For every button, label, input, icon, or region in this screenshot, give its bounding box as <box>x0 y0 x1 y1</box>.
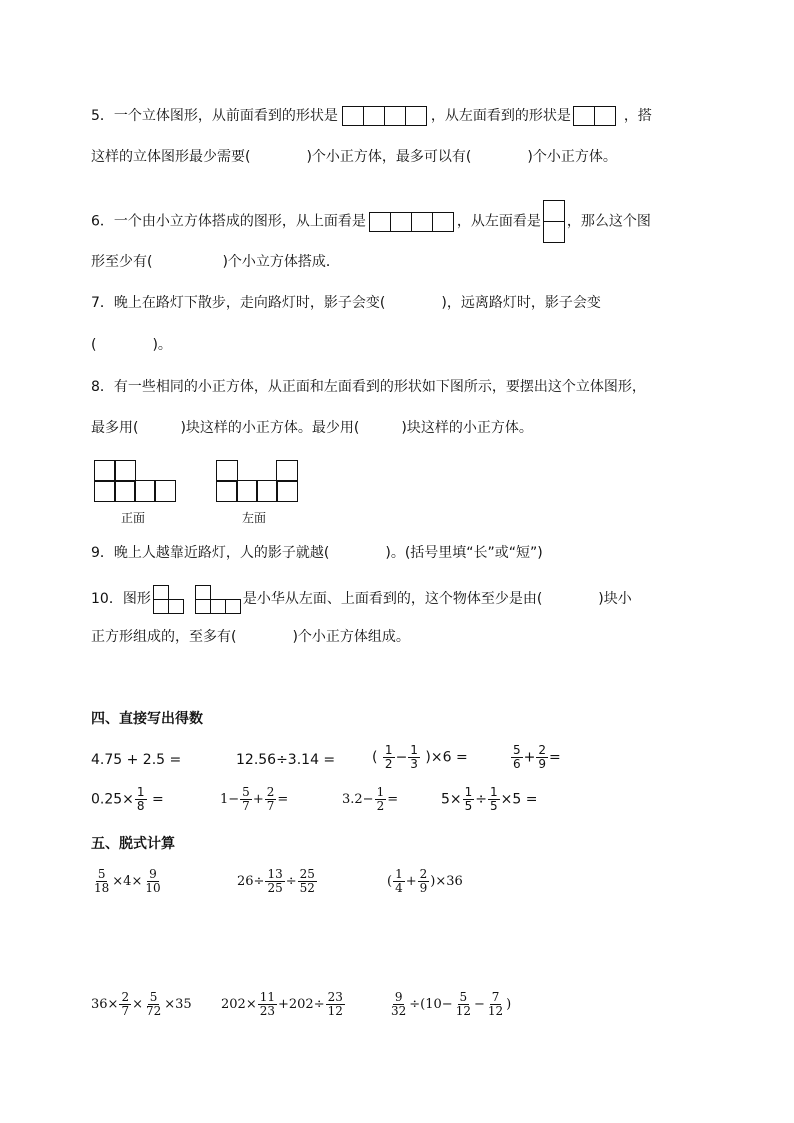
q5-text-2: ，从左面看到的形状是 <box>430 108 571 124</box>
fraction: $\frac{1}{2}$ <box>384 743 393 771</box>
q5-line2: 这样的立体图形最少需要( )个小正方体，最多可以有( )个小正方体。 <box>91 149 617 165</box>
fraction: $\frac{23}{12}$ <box>327 990 343 1018</box>
s5-item-f: $\frac{9}{32}$ ÷(10− $\frac{5}{12}$ − $\frac{7}{12}$ ) <box>391 990 512 1018</box>
s5-item-b: 26÷ $\frac{13}{25}$ ÷ $\frac{25}{52}$ <box>237 867 315 895</box>
q6-line1 <box>91 200 651 243</box>
fraction: $\frac{5}{6}$ <box>513 743 521 771</box>
s4-item-b: 12.56÷3.14 = <box>236 752 336 768</box>
s5-item-a: $\frac{5}{18}$ ×4× $\frac{9}{10}$ <box>94 867 161 895</box>
q8-front-view-figure <box>94 460 178 504</box>
section4-title: 四、直接写出得数 <box>91 711 203 727</box>
fraction: $\frac{5}{7}$ <box>242 785 250 813</box>
q7-line2: ( )。 <box>91 337 172 353</box>
fraction: $\frac{5}{18}$ <box>94 867 110 895</box>
fraction: $\frac{2}{7}$ <box>266 785 275 813</box>
fraction: $\frac{1}{4}$ <box>395 867 403 895</box>
q6-text-1: 6．一个由小立方体搭成的图形，从上面看是 <box>91 213 366 230</box>
fraction: $\frac{5}{72}$ <box>145 990 162 1018</box>
q5-left-view-grid <box>573 106 616 126</box>
s4-item-g: 3.2− $\frac{1}{2}$ = <box>342 785 399 813</box>
q5-text-1: 5．一个立体图形，从前面看到的形状是 <box>91 108 338 124</box>
fraction: $\frac{1}{2}$ <box>376 785 385 813</box>
q6-text-3: ，那么这个图 <box>566 213 651 230</box>
fraction: $\frac{1}{3}$ <box>410 743 418 771</box>
s4-item-c: ( $\frac{1}{2}$ − $\frac{1}{3}$ )×6 = <box>372 743 468 771</box>
section5-title: 五、脱式计算 <box>91 836 175 852</box>
q5-line1 <box>91 106 652 126</box>
q10-top-view-grid <box>195 585 241 613</box>
s4-item-e: 0.25× $\frac{1}{8}$ = <box>91 785 164 813</box>
fraction: $\frac{25}{52}$ <box>299 867 315 895</box>
fraction: $\frac{7}{12}$ <box>487 990 504 1018</box>
q10-text-2: 是小华从左面、上面看到的，这个物体至少是由( )块小 <box>242 591 632 607</box>
fraction: $\frac{13}{25}$ <box>267 867 283 895</box>
fraction: $\frac{5}{12}$ <box>455 990 471 1018</box>
q8-front-label: 正面 <box>121 511 146 525</box>
fraction: $\frac{2}{7}$ <box>121 990 130 1018</box>
q5-text-3: ，搭 <box>623 108 652 124</box>
s4-item-h: 5× $\frac{1}{5}$ ÷ $\frac{1}{5}$ ×5 = <box>441 785 538 813</box>
q6-line2: 形至少有( )个小立方体搭成． <box>91 254 340 270</box>
q6-text-2: ，从左面看是 <box>456 213 541 230</box>
q10-line1 <box>91 585 632 613</box>
fraction: $\frac{9}{32}$ <box>391 990 407 1018</box>
s4-item-d: $\frac{5}{6}$ + $\frac{2}{9}$ = <box>513 743 561 771</box>
fraction: $\frac{2}{9}$ <box>538 743 547 771</box>
q6-top-view-grid <box>369 212 454 232</box>
s5-item-e: 202× $\frac{11}{23}$ +202÷ $\frac{23}{12}$ <box>221 990 343 1018</box>
s5-item-c: ( $\frac{1}{4}$ + $\frac{2}{9}$ )×36 <box>387 867 463 895</box>
fraction: $\frac{1}{5}$ <box>490 785 498 813</box>
fraction: $\frac{2}{9}$ <box>419 867 428 895</box>
fraction: $\frac{1}{8}$ <box>136 785 145 813</box>
s4-item-a: 4.75 + 2.5 = <box>91 752 182 768</box>
q10-left-view-grid <box>153 585 183 613</box>
s5-item-d: 36× $\frac{2}{7}$ × $\frac{5}{72}$ ×35 <box>91 990 192 1018</box>
q10-line2: 正方形组成的，至多有( )个小正方体组成。 <box>91 629 410 645</box>
q7-line1: 7．晚上在路灯下散步，走向路灯时，影子会变( )，远离路灯时，影子会变 <box>91 295 601 311</box>
q10-text-1: 10．图形 <box>91 591 151 607</box>
fraction: $\frac{11}{23}$ <box>259 990 275 1018</box>
fraction: $\frac{1}{5}$ <box>464 785 473 813</box>
q8-left-view-figure <box>216 460 300 504</box>
q6-left-view-grid <box>543 200 565 243</box>
q8-line2: 最多用( )块这样的小正方体。最少用( )块这样的小正方体。 <box>91 420 533 436</box>
s4-item-f: 1− $\frac{5}{7}$ + $\frac{2}{7}$ = <box>220 785 289 813</box>
q8-left-label: 左面 <box>242 511 267 525</box>
fraction: $\frac{9}{10}$ <box>145 867 161 895</box>
q8-line1: 8．有一些相同的小正方体，从正面和左面看到的形状如下图所示，要摆出这个立体图形， <box>91 379 646 395</box>
q9-line1: 9．晚上人越靠近路灯，人的影子就越( )。(括号里填“长”或“短”) <box>91 545 543 561</box>
q5-front-view-grid <box>342 106 427 126</box>
